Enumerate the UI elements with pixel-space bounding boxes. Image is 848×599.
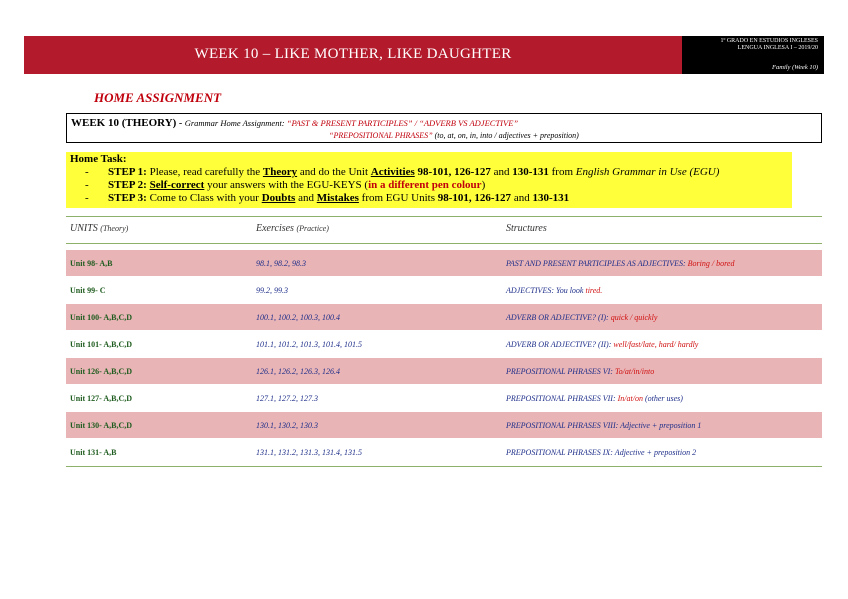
week-family-label: Family (Week 10)	[772, 64, 818, 71]
col-units-label: UNITS	[70, 223, 98, 234]
step-1-d: from	[548, 166, 576, 178]
structure-tail: (other uses)	[642, 394, 683, 403]
structure-cell	[506, 448, 696, 457]
exercises-cell: 130.1, 130.2, 130.3	[256, 421, 318, 430]
structure-cell	[506, 340, 698, 349]
structure-text: PAST AND PRESENT PARTICIPLES AS ADJECTIVES:	[506, 259, 688, 268]
theory-box	[66, 113, 822, 143]
topic-note: (to, at, on, in, into / adjectives + preposition)	[432, 131, 579, 140]
step-2-a: your answers with the EGU-KEYS (	[204, 179, 369, 191]
step-3-b: from EGU Units	[358, 192, 438, 204]
bullet-dash: -	[85, 166, 89, 178]
topic-adverb-adjective: ADVERB VS ADJECTIVE	[423, 118, 514, 128]
structure-example: well/fast/late, hard/ hardly	[613, 340, 699, 349]
topic-participles: PAST & PRESENT PARTICIPLES	[291, 118, 408, 128]
table-row	[66, 250, 822, 277]
exercises-cell: 126.1, 126.2, 126.3, 126.4	[256, 367, 340, 376]
structure-example: quick / quickly	[610, 313, 658, 322]
course-info	[682, 36, 824, 74]
structure-text: PREPOSITIONAL PHRASES IX: Adjective + preposition 2	[506, 448, 697, 457]
step-1-label: STEP 1:	[108, 166, 147, 178]
structure-example: To/at/in/into	[614, 367, 655, 376]
self-correct-link: Self-correct	[149, 179, 205, 191]
col-units	[70, 223, 128, 234]
theory-label: WEEK 10 (THEORY)	[71, 117, 177, 129]
table-row	[66, 277, 822, 304]
unit-cell: Unit 99- C	[70, 286, 106, 295]
structure-cell	[506, 367, 654, 376]
topic-prepositional: PREPOSITIONAL PHRASES	[333, 131, 429, 140]
quote: “	[286, 118, 292, 128]
structure-cell	[506, 286, 602, 295]
quote: ”	[513, 118, 519, 128]
theory-line-1	[71, 117, 518, 129]
table-body	[66, 250, 822, 466]
step-1-text	[108, 166, 719, 179]
section-title: HOME ASSIGNMENT	[94, 90, 222, 105]
structure-cell	[506, 313, 657, 322]
table-row	[66, 358, 822, 385]
step-1-units2: 130-131	[512, 166, 549, 178]
unit-cell: Unit 127- A,B,C,D	[70, 394, 133, 403]
structure-text: ADJECTIVES: You look	[506, 286, 586, 295]
table-row	[66, 439, 822, 466]
col-structures: Structures	[506, 223, 547, 234]
header-banner	[24, 36, 824, 74]
col-exercises-label: Exercises	[256, 223, 294, 234]
step-3-c: and	[511, 192, 533, 204]
step-3-units2: 130-131	[532, 192, 570, 204]
units-table	[66, 216, 822, 467]
step-3-and: and	[295, 192, 317, 204]
quote: ” / “	[407, 118, 424, 128]
table-row	[66, 412, 822, 439]
course-line-2: LENGUA INGLESA I – 2019/20	[737, 45, 818, 51]
col-exercises	[256, 223, 329, 234]
step-1-c: and	[490, 166, 513, 178]
activities-link: Activities	[370, 166, 415, 178]
step-3-label: STEP 3:	[108, 192, 147, 204]
theory-intro: Grammar Home Assignment:	[184, 118, 287, 128]
book-title: English Grammar in Use (EGU)	[575, 166, 720, 178]
step-1-units: 98-101, 126-127	[414, 166, 491, 178]
step-3-units: 98-101, 126-127	[437, 192, 512, 204]
exercises-cell: 98.1, 98.2, 98.3	[256, 259, 306, 268]
unit-cell: Unit 100- A,B,C,D	[70, 313, 133, 322]
table-bottom-rule	[66, 466, 822, 467]
structure-text: PREPOSITIONAL PHRASES VIII: Adjective + preposition 1	[506, 421, 702, 430]
theory-sep: -	[176, 118, 185, 129]
doubts-link: Doubts	[261, 192, 296, 204]
step-1-b: and do the Unit	[297, 166, 371, 178]
col-units-sub: (Theory)	[100, 224, 129, 233]
exercises-cell: 127.1, 127.2, 127.3	[256, 394, 318, 403]
table-header	[66, 216, 822, 244]
step-2-label: STEP 2:	[108, 179, 147, 191]
bullet-dash: -	[85, 192, 89, 204]
exercises-cell: 99.2, 99.3	[256, 286, 288, 295]
table-row	[66, 304, 822, 331]
structure-example: In/at/on	[617, 394, 643, 403]
bullet-dash: -	[85, 179, 89, 191]
step-3-text	[108, 192, 569, 205]
home-task-box	[66, 152, 792, 208]
structure-text: PREPOSITIONAL PHRASES VII:	[506, 394, 618, 403]
structure-cell	[506, 259, 734, 268]
structure-cell	[506, 394, 683, 403]
mistakes-link: Mistakes	[316, 192, 359, 204]
unit-cell: Unit 130- A,B,C,D	[70, 421, 133, 430]
step-2-text	[108, 179, 485, 192]
step-2-b: )	[481, 179, 486, 191]
unit-cell: Unit 98- A,B	[70, 259, 113, 268]
structure-example: Boring / bored	[687, 259, 735, 268]
quote: “	[329, 131, 334, 140]
step-1-a: Please, read carefully the	[146, 166, 263, 178]
exercises-cell: 101.1, 101.2, 101.3, 101.4, 101.5	[256, 340, 362, 349]
exercises-cell: 100.1, 100.2, 100.3, 100.4	[256, 313, 340, 322]
pen-colour-note: in a different pen colour	[368, 179, 482, 191]
table-row	[66, 385, 822, 412]
structure-text: ADVERB OR ADJECTIVE? (II):	[506, 340, 614, 349]
course-line-1: 1º GRADO EN ESTUDIOS INGLESES	[720, 38, 818, 44]
unit-cell: Unit 126- A,B,C,D	[70, 367, 133, 376]
home-task-label: Home Task:	[70, 153, 127, 165]
structure-text: PREPOSITIONAL PHRASES VI:	[506, 367, 615, 376]
structure-cell	[506, 421, 701, 430]
step-3-a: Come to Class with your	[146, 192, 262, 204]
exercises-cell: 131.1, 131.2, 131.3, 131.4, 131.5	[256, 448, 362, 457]
unit-cell: Unit 131- A,B	[70, 448, 117, 457]
quote: ”	[428, 131, 433, 140]
structure-example: tired.	[585, 286, 603, 295]
col-exercises-sub: (Practice)	[296, 224, 329, 233]
table-row	[66, 331, 822, 358]
structure-text: ADVERB OR ADJECTIVE? (I):	[506, 313, 611, 322]
document-title: WEEK 10 – LIKE MOTHER, LIKE DAUGHTER	[24, 36, 682, 74]
unit-cell: Unit 101- A,B,C,D	[70, 340, 133, 349]
theory-link: Theory	[262, 166, 298, 178]
theory-line-2	[329, 131, 579, 140]
